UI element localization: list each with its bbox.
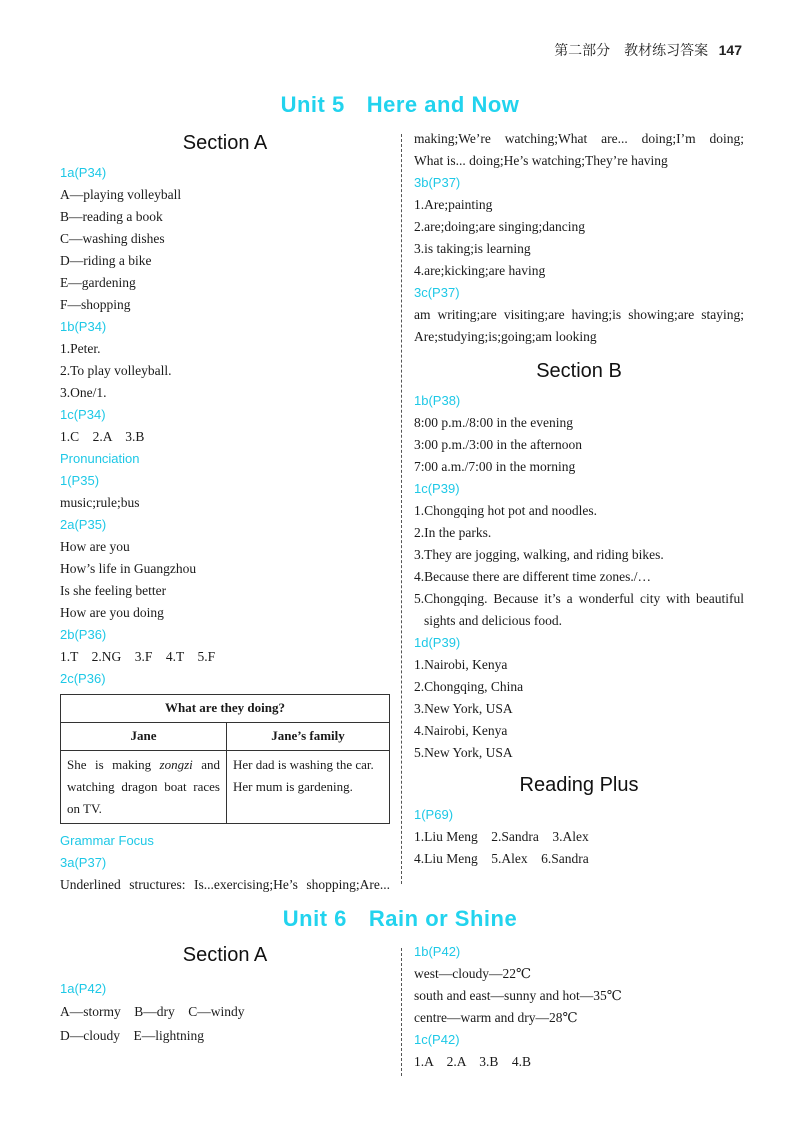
cell-text-italic: zongzi — [159, 757, 193, 772]
answer-line: Is she feeling better — [60, 583, 167, 598]
answer-line: 1.Liu Meng 2.Sandra 3.Alex — [414, 829, 589, 844]
exercise-label: 2b(P36) — [60, 627, 107, 642]
answer-line: 8:00 p.m./8:00 in the evening — [414, 415, 573, 430]
answer-line: 1.Peter. — [60, 341, 101, 356]
cell-text: and watching dragon boat races on TV. — [67, 757, 220, 816]
cell-text: Her mum is gardening. — [233, 779, 353, 794]
table-header-jane: Jane — [61, 723, 227, 751]
exercise-label: 3b(P37) — [414, 175, 461, 190]
exercise-label: 1c(P42) — [414, 1032, 460, 1047]
unit5-title — [0, 92, 800, 118]
exercise-label: 1a(P34) — [60, 165, 107, 180]
section-b-title: Section B — [536, 360, 622, 382]
answer-line: 3.One/1. — [60, 385, 107, 400]
exercise-label: 1(P35) — [60, 473, 100, 488]
answer-line: 3.They are jogging, walking, and riding bikes. — [414, 547, 664, 562]
answer-line: 4.are;kicking;are having — [414, 263, 546, 278]
answer-line: south and east—sunny and hot—35℃ — [414, 988, 622, 1003]
answer-line: B—reading a book — [60, 209, 163, 224]
answer-line: What is... doing;He’s watching;They’re having — [414, 153, 668, 168]
answer-line: A—stormy B—dry C—windy — [60, 1004, 245, 1019]
answer-line: music;rule;bus — [60, 495, 140, 510]
answer-line: 1.T 2.NG 3.F 4.T 5.F — [60, 649, 216, 664]
page-header — [554, 40, 742, 60]
answer-line: 2.To play volleyball. — [60, 363, 172, 378]
answer-line: 4.Liu Meng 5.Alex 6.Sandra — [414, 851, 589, 866]
unit5-name: Here and Now — [366, 92, 520, 117]
unit6-left-column — [60, 938, 390, 1048]
answer-line: 2.In the parks. — [414, 525, 492, 540]
table-header-family: Jane’s family — [227, 723, 390, 751]
exercise-label: 2a(P35) — [60, 517, 107, 532]
column-divider — [401, 948, 402, 1076]
answer-table — [60, 694, 390, 824]
answer-line: E—gardening — [60, 275, 136, 290]
unit5-label: Unit 5 — [280, 92, 345, 117]
answer-line: centre—warm and dry—28℃ — [414, 1010, 578, 1025]
table-cell-jane — [61, 751, 227, 824]
exercise-label: 1d(P39) — [414, 635, 461, 650]
answer-line: west—cloudy—22℃ — [414, 966, 532, 981]
cell-text: Her dad is washing the car. — [233, 757, 374, 772]
answer-line: 1.C 2.A 3.B — [60, 429, 145, 444]
answer-line: 1.Chongqing hot pot and noodles. — [414, 503, 597, 518]
reading-plus-title: Reading Plus — [519, 774, 639, 796]
exercise-label: 2c(P36) — [60, 671, 106, 686]
answer-line: 1.A 2.A 3.B 4.B — [414, 1054, 532, 1069]
exercise-label: 1(P69) — [414, 807, 454, 822]
answer-line: 1.Are;painting — [414, 197, 493, 212]
subsection-label: Pronunciation — [60, 451, 140, 466]
answer-line: Underlined structures: Is...exercising;He’s shopping;Are... — [60, 877, 390, 892]
table-cell-family — [227, 751, 390, 824]
unit5-right-column — [414, 128, 744, 870]
table-title: What are they doing? — [61, 695, 390, 723]
unit6-title — [0, 906, 800, 932]
unit6-right-column — [414, 941, 744, 1073]
subsection-label: Grammar Focus — [60, 833, 154, 848]
exercise-label: 1c(P34) — [60, 407, 106, 422]
answer-line: 5.New York, USA — [414, 745, 513, 760]
answer-line: 2.Chongqing, China — [414, 679, 524, 694]
exercise-label: 1b(P34) — [60, 319, 107, 334]
answer-line: 7:00 a.m./7:00 in the morning — [414, 459, 576, 474]
answer-line: 2.are;doing;are singing;dancing — [414, 219, 585, 234]
answer-line: D—cloudy E—lightning — [60, 1028, 204, 1043]
answer-line: How’s life in Guangzhou — [60, 561, 197, 576]
answer-line: 1.Nairobi, Kenya — [414, 657, 508, 672]
exercise-label: 3c(P37) — [414, 285, 460, 300]
section-a-title: Section A — [182, 944, 268, 966]
exercise-label: 1a(P42) — [60, 981, 107, 996]
answer-line: C—washing dishes — [60, 231, 165, 246]
page-number: 147 — [718, 42, 742, 58]
answer-line: How are you doing — [60, 605, 164, 620]
answer-line: A—playing volleyball — [60, 187, 182, 202]
answer-line: 4.Nairobi, Kenya — [414, 723, 508, 738]
exercise-label: 3a(P37) — [60, 855, 107, 870]
answer-line: Are;studying;is;going;am looking — [414, 329, 597, 344]
answer-line: 3.is taking;is learning — [414, 241, 531, 256]
exercise-label: 1b(P42) — [414, 944, 461, 959]
unit6-name: Rain or Shine — [368, 906, 518, 931]
answer-line: am writing;are visiting;are having;is showing;are staying; — [414, 307, 744, 322]
unit6-label: Unit 6 — [282, 906, 347, 931]
answer-line: How are you — [60, 539, 130, 554]
answer-line: F—shopping — [60, 297, 131, 312]
answer-line: sights and delicious food. — [424, 613, 562, 628]
answer-line: 3.New York, USA — [414, 701, 513, 716]
answer-line: D—riding a bike — [60, 253, 152, 268]
header-section: 第二部分 教材练习答案 — [554, 43, 709, 59]
unit5-left-column — [60, 126, 390, 896]
column-divider — [401, 134, 402, 884]
exercise-label: 1c(P39) — [414, 481, 460, 496]
answer-line: 5.Chongqing. Because it’s a wonderful city with beautiful — [414, 591, 744, 606]
answer-line: 4.Because there are different time zones./… — [414, 569, 652, 584]
exercise-label: 1b(P38) — [414, 393, 461, 408]
cell-text: She is making — [67, 757, 160, 772]
section-a-title: Section A — [182, 132, 268, 154]
answer-line: 3:00 p.m./3:00 in the afternoon — [414, 437, 582, 452]
answer-line: making;We’re watching;What are... doing;I’m doing; — [414, 131, 744, 146]
